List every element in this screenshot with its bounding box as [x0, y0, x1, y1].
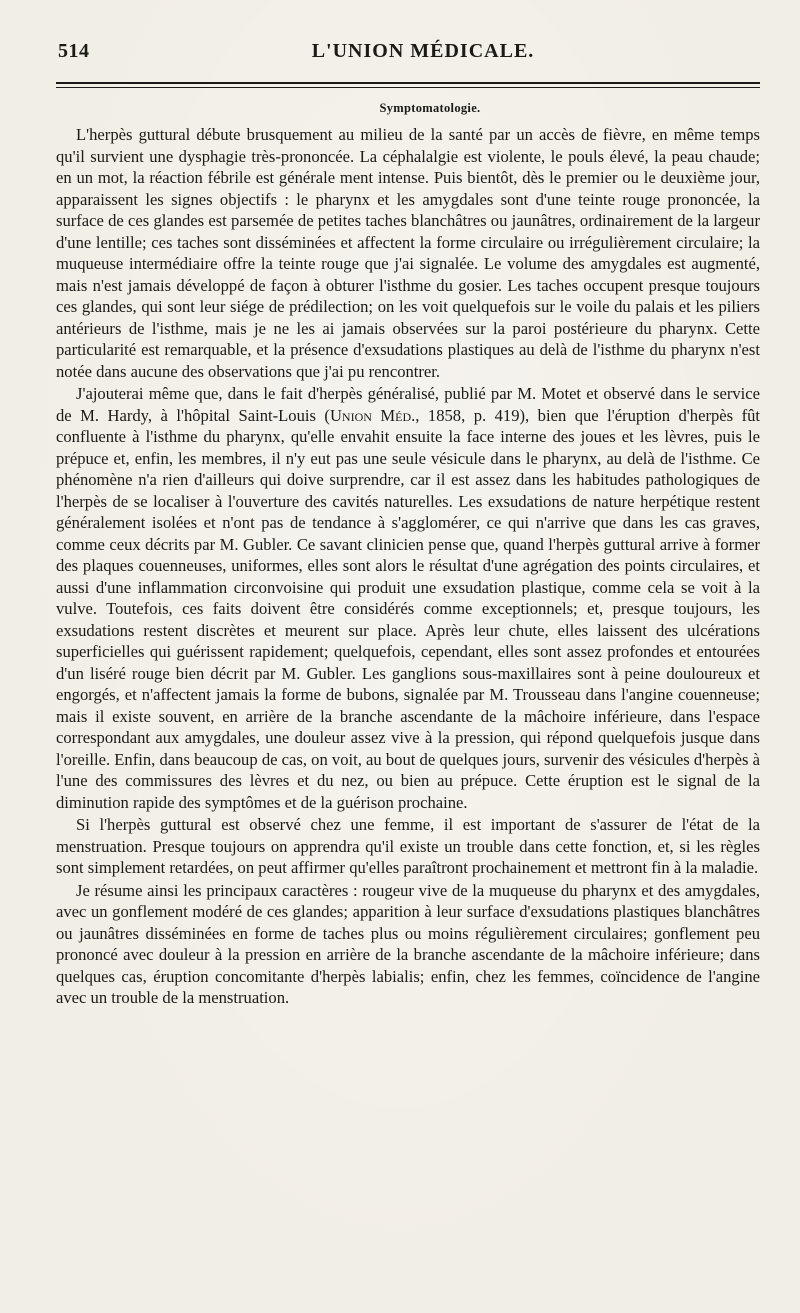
running-title: L'UNION MÉDICALE.: [311, 40, 535, 62]
paragraph-case-report-before: J'ajouterai même que, dans le fait d'herpès généralisé, publié par M. Motet et observé dans le service de M. Hardy, à l'hôpital Saint-Louis (: [56, 384, 760, 425]
paragraph-case-report: [56, 383, 760, 813]
paragraph-case-report-after: , 1858, p. 419), bien que l'éruption d'herpès fût confluente à l'isthme du pharynx, qu'elle envahit ensuite la face interne des joues et les lèvres, puis le prépuce et, enfin, les membres, il n'y eut pas une seule vésicule dans le pharynx, au delà de l'isthme. Ce phénomène n'a rien d'ailleurs qui doive surprendre, car il est assez dans les habitudes pathologiques de l'herpès de se localiser à l'ouverture des cavités naturelles. Les exsudations de nature herpétique restent généralement isolées et n'ont pas de tendance à s'agglomérer, ce qui n'arrive que dans les cas graves, comme ceux décrits par M. Gubler. Ce savant clinicien pense que, quand l'herpès guttural arrive à former des plaques couenneuses, uniformes, elles sont alors le résultat d'une agrégation des points circulaires, et aussi d'une inflammation circonvoisine qui produit une exsudation plastique, comme cela se voit à la vulve. Toutefois, ces faits doivent être considérés comme exceptionnels; et, presque toujours, les exsudations restent discrètes et meurent sur place. Après leur chute, elles laissent des ulcérations superficielles qui guérissent rapidement; quelquefois, cependant, elles sont assez profondes et entourées d'un liséré rouge bien décrit par M. Gubler. Les ganglions sous-maxillaires sont à peine douloureux et engorgés, et n'affectent jamais la forme de bubons, signalée par M. Trousseau dans l'angine couenneuse; mais il existe souvent, en arrière de la branche ascendante de la mâchoire inférieure, dans l'espace correspondant aux amygdales, une douleur assez vive à la pression, qui répond quelquefois jusque dans l'oreille. Enfin, dans beaucoup de cas, on voit, au bout de quelques jours, survenir des vésicules d'herpès à l'une des commissures des lèvres et du nez, ou bien au prépuce. Cette éruption est le signal de la diminution rapide des symptômes et de la guérison prochaine.: [56, 405, 760, 812]
paragraph-summary: Je résume ainsi les principaux caractères : rougeur vive de la muqueuse du pharynx et des amygdales, avec un gonflement modéré de ces glandes; apparition à leur surface d'exsudations plastiques blanchâtres ou jaunâtres disséminées en forme de taches plus ou moins régulièrement circulaires; gonflement peu prononcé avec douleur à la pression en arrière de la branche ascendante de la mâchoire inférieure; dans quelques cas, éruption concomitante d'herpès labialis; enfin, chez les femmes, coïncidence de l'angine avec un trouble de la menstruation.: [56, 880, 760, 1007]
paragraph-menstruation: Si l'herpès guttural est observé chez une femme, il est important de s'assurer de l'état de la menstruation. Presque toujours on apprendra qu'il existe un trouble dans cette fonction, et, si les règles sont simplement retardées, on peut affirmer qu'elles paraîtront prochainement et mettront fin à la maladie.: [56, 815, 760, 877]
paragraph-onset: L'herpès guttural débute brusquement au milieu de la santé par un accès de fièvre, en même temps qu'il survient une dysphagie très-prononcée. La céphalalgie est violente, le pouls élevé, la peau chaude; en un mot, la réaction fébrile est générale ment intense. Puis bientôt, dès le premier ou le deuxième jour, apparaissent les signes objectifs : le pharynx et les amygdales sont d'une teinte rouge prononcée, la surface de ces glandes est parsemée de petites taches blanchâtres ou jaunâtres, ordinairement de la largeur d'une lentille; ces taches sont disséminées et affectent la forme circulaire ou irrégulièrement circulaire; la muqueuse intermédiaire offre la teinte rouge que j'ai signalée. Le volume des amygdales est augmenté, mais n'est jamais développé de façon à obturer l'isthme du gosier. Les taches occupent presque toujours ces glandes, qui sont leur siége de prédilection; on les voit quelquefois sur le voile du palais et les piliers antérieurs de l'isthme, mais je ne les ai jamais observées sur la paroi postérieure du pharynx. Cette particularité est remarquable, et la présence d'exsudations plastiques au delà de l'isthme du pharynx n'est notée dans aucune des observations que j'ai pu rencontrer.: [56, 125, 760, 381]
page-number: 514: [58, 40, 90, 62]
journal-citation: Union Méd.: [329, 405, 416, 425]
page-header: [56, 38, 760, 70]
header-rule-thin: [56, 87, 760, 88]
section-heading: Symptomatologie.: [379, 101, 481, 115]
body-text: [56, 124, 760, 1009]
header-rule: [56, 82, 760, 84]
